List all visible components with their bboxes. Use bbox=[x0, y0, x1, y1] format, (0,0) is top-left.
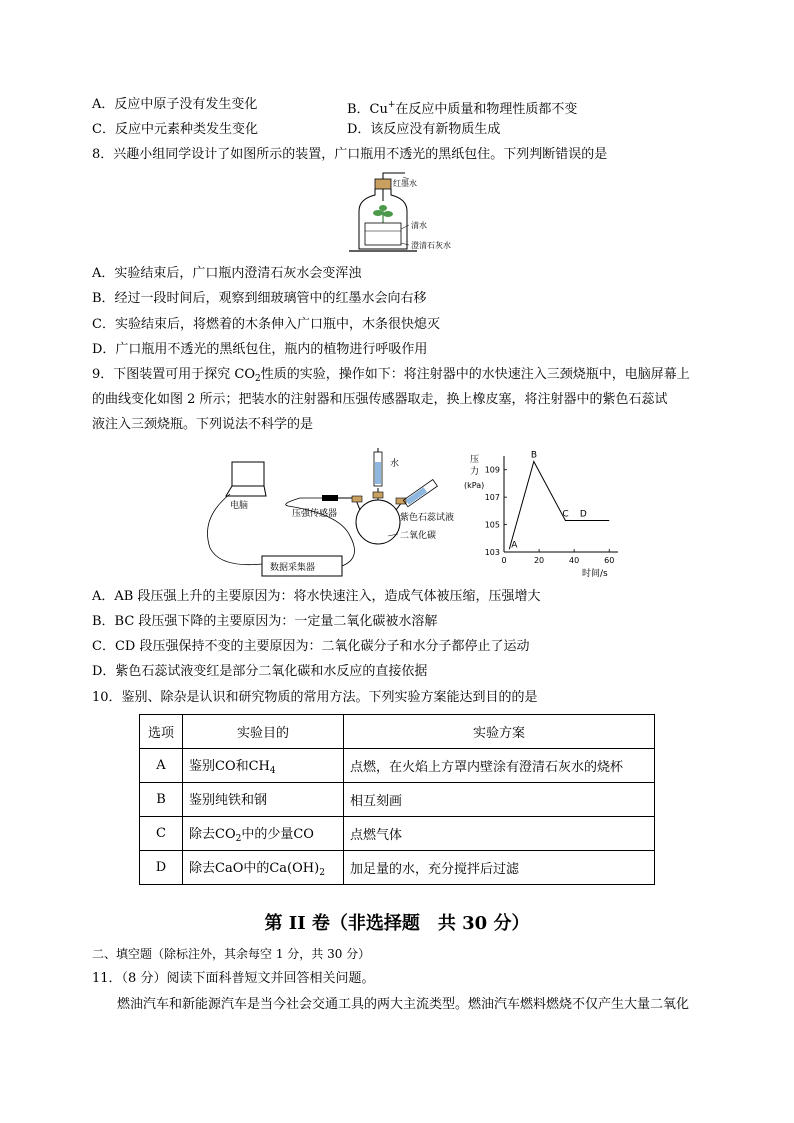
chart-yunit: (kPa) bbox=[464, 481, 485, 490]
q8-option-d: D．广口瓶用不透光的黑纸包住，瓶内的植物进行呼吸作用 bbox=[92, 342, 428, 357]
chart-y-tick-label: 107 bbox=[484, 493, 500, 503]
chart-y-tick-label: 103 bbox=[484, 548, 500, 557]
q9-label-collector: 数据采集器 bbox=[270, 563, 316, 573]
q8-label-clear-water: 清水 bbox=[411, 221, 427, 230]
table-cell-purpose: 除去CaO中的$Ca(OH)_2$ bbox=[183, 851, 344, 885]
q11-stem: 11．（8 分）阅读下面科普短文并回答相关问题。 bbox=[92, 971, 375, 986]
q8-label-limewater: 澄清石灰水 bbox=[411, 241, 451, 250]
table-header-row bbox=[140, 715, 655, 749]
chart-point-label: B bbox=[530, 450, 538, 461]
table-cell-plan: 点燃，在火焰上方罩内壁涂有澄清石灰水的烧杯 bbox=[344, 749, 655, 783]
chart-ylabel-1: 压 bbox=[470, 455, 480, 465]
table-cell-purpose: 除去$CO_2$中的少量CO bbox=[183, 817, 344, 851]
q9-stem-line1: 9．下图装置可用于探究 $CO_2$性质的实验，操作如下：将注射器中的水快速注入三颈烧瓶中，电脑屏幕上 bbox=[92, 367, 690, 384]
q9-option-d: D．紫色石蕊试液变红是部分二氧化碳和水反应的直接依据 bbox=[92, 664, 428, 679]
table-cell-purpose: 鉴别纯铁和钢 bbox=[183, 783, 344, 817]
chart-x-tick-label: 0 bbox=[501, 556, 507, 565]
table-cell-option: D bbox=[140, 851, 183, 885]
q9-apparatus-figure bbox=[190, 448, 460, 578]
chart-point-label: A bbox=[511, 540, 518, 551]
chart-ylabel-2: 力 bbox=[470, 467, 480, 477]
q8-option-c: C．实验结束后，将燃着的木条伸入广口瓶中，木条很快熄灭 bbox=[92, 317, 440, 332]
chart-series-line bbox=[509, 461, 609, 549]
q8-stem: 8．兴趣小组同学设计了如图所示的装置，广口瓶用不透光的黑纸包住。下列判断错误的是 bbox=[92, 147, 608, 162]
chart-y-tick-label: 105 bbox=[484, 520, 500, 530]
chart-point-label: D bbox=[579, 509, 587, 520]
q10-stem: 10．鉴别、除杂是认识和研究物质的常用方法。下列实验方案能达到目的的是 bbox=[92, 690, 538, 705]
q9-label-co2: 二氧化碳 bbox=[400, 531, 437, 541]
q9-label-pressure-sensor: 压强传感器 bbox=[292, 509, 338, 519]
q8-option-b: B．经过一段时间后，观察到细玻璃管中的红墨水会向右移 bbox=[92, 291, 427, 306]
q7-option-d: D．该反应没有新物质生成 bbox=[347, 122, 501, 137]
table-cell-option: B bbox=[140, 783, 183, 817]
table-cell-plan: 点燃气体 bbox=[344, 817, 655, 851]
q8-label-red-ink: 红墨水 bbox=[393, 179, 417, 188]
section2-heading: 二、填空题（除标注外，其余每空 1 分，共 30 分） bbox=[92, 947, 371, 961]
table-cell-plan: 加足量的水，充分搅拌后过滤 bbox=[344, 851, 655, 885]
q9-stem-line2: 的曲线变化如图 2 所示；把装水的注射器和压强传感器取走，换上橡皮塞，将注射器中的紫色石蕊试 bbox=[92, 392, 668, 407]
chart-x-tick-label: 60 bbox=[604, 556, 615, 565]
q8-option-a: A．实验结束后，广口瓶内澄清石灰水会变浑浊 bbox=[92, 266, 362, 281]
chart-point-label: C bbox=[562, 509, 569, 520]
table-header-plan: 实验方案 bbox=[344, 715, 655, 749]
table-cell-option: C bbox=[140, 817, 183, 851]
q7-option-c: C．反应中元素种类发生变化 bbox=[92, 122, 258, 137]
q9-label-computer: 电脑 bbox=[230, 501, 249, 511]
table-row bbox=[140, 817, 655, 851]
q9-label-water: 水 bbox=[390, 459, 400, 469]
table-cell-purpose: 鉴别CO和$CH_4$ bbox=[183, 749, 344, 783]
table-row bbox=[140, 783, 655, 817]
q9-stem-line3: 液注入三颈烧瓶。下列说法不科学的是 bbox=[92, 417, 314, 432]
q9-label-litmus: 紫色石蕊试液 bbox=[400, 513, 455, 523]
chart-xlabel: 时间/s bbox=[582, 569, 608, 579]
chart-y-tick-label: 109 bbox=[484, 465, 500, 475]
table-row bbox=[140, 851, 655, 885]
table-header-option: 选项 bbox=[140, 715, 183, 749]
table-cell-plan: 相互刻画 bbox=[344, 783, 655, 817]
q9-option-c: C．CD 段压强保持不变的主要原因为：二氧化碳分子和水分子都停止了运动 bbox=[92, 639, 530, 654]
chart-x-tick-label: 20 bbox=[533, 556, 545, 565]
q9-pressure-chart bbox=[462, 450, 622, 580]
q11-paragraph: 燃油汽车和新能源汽车是当今社会交通工具的两大主流类型。燃油汽车燃料燃烧不仅产生大量二氧化 bbox=[117, 997, 690, 1012]
q7-option-a: A．反应中原子没有发生变化 bbox=[92, 97, 258, 112]
table-header-purpose: 实验目的 bbox=[183, 715, 344, 749]
q7-option-b: B．Cu+在反应中质量和物理性质都不变 bbox=[347, 100, 578, 117]
q8-figure bbox=[345, 171, 475, 257]
table-cell-option: A bbox=[140, 749, 183, 783]
chart-x-tick-label: 40 bbox=[569, 556, 580, 565]
part2-title: 第 II 卷（非选择题 共 30 分） bbox=[264, 913, 530, 934]
q10-table bbox=[139, 714, 655, 885]
q9-option-a: A．AB 段压强上升的主要原因为：将水快速注入，造成气体被压缩，压强增大 bbox=[92, 589, 541, 604]
table-row bbox=[140, 749, 655, 783]
q9-option-b: B．BC 段压强下降的主要原因为：一定量二氧化碳被水溶解 bbox=[92, 614, 438, 629]
